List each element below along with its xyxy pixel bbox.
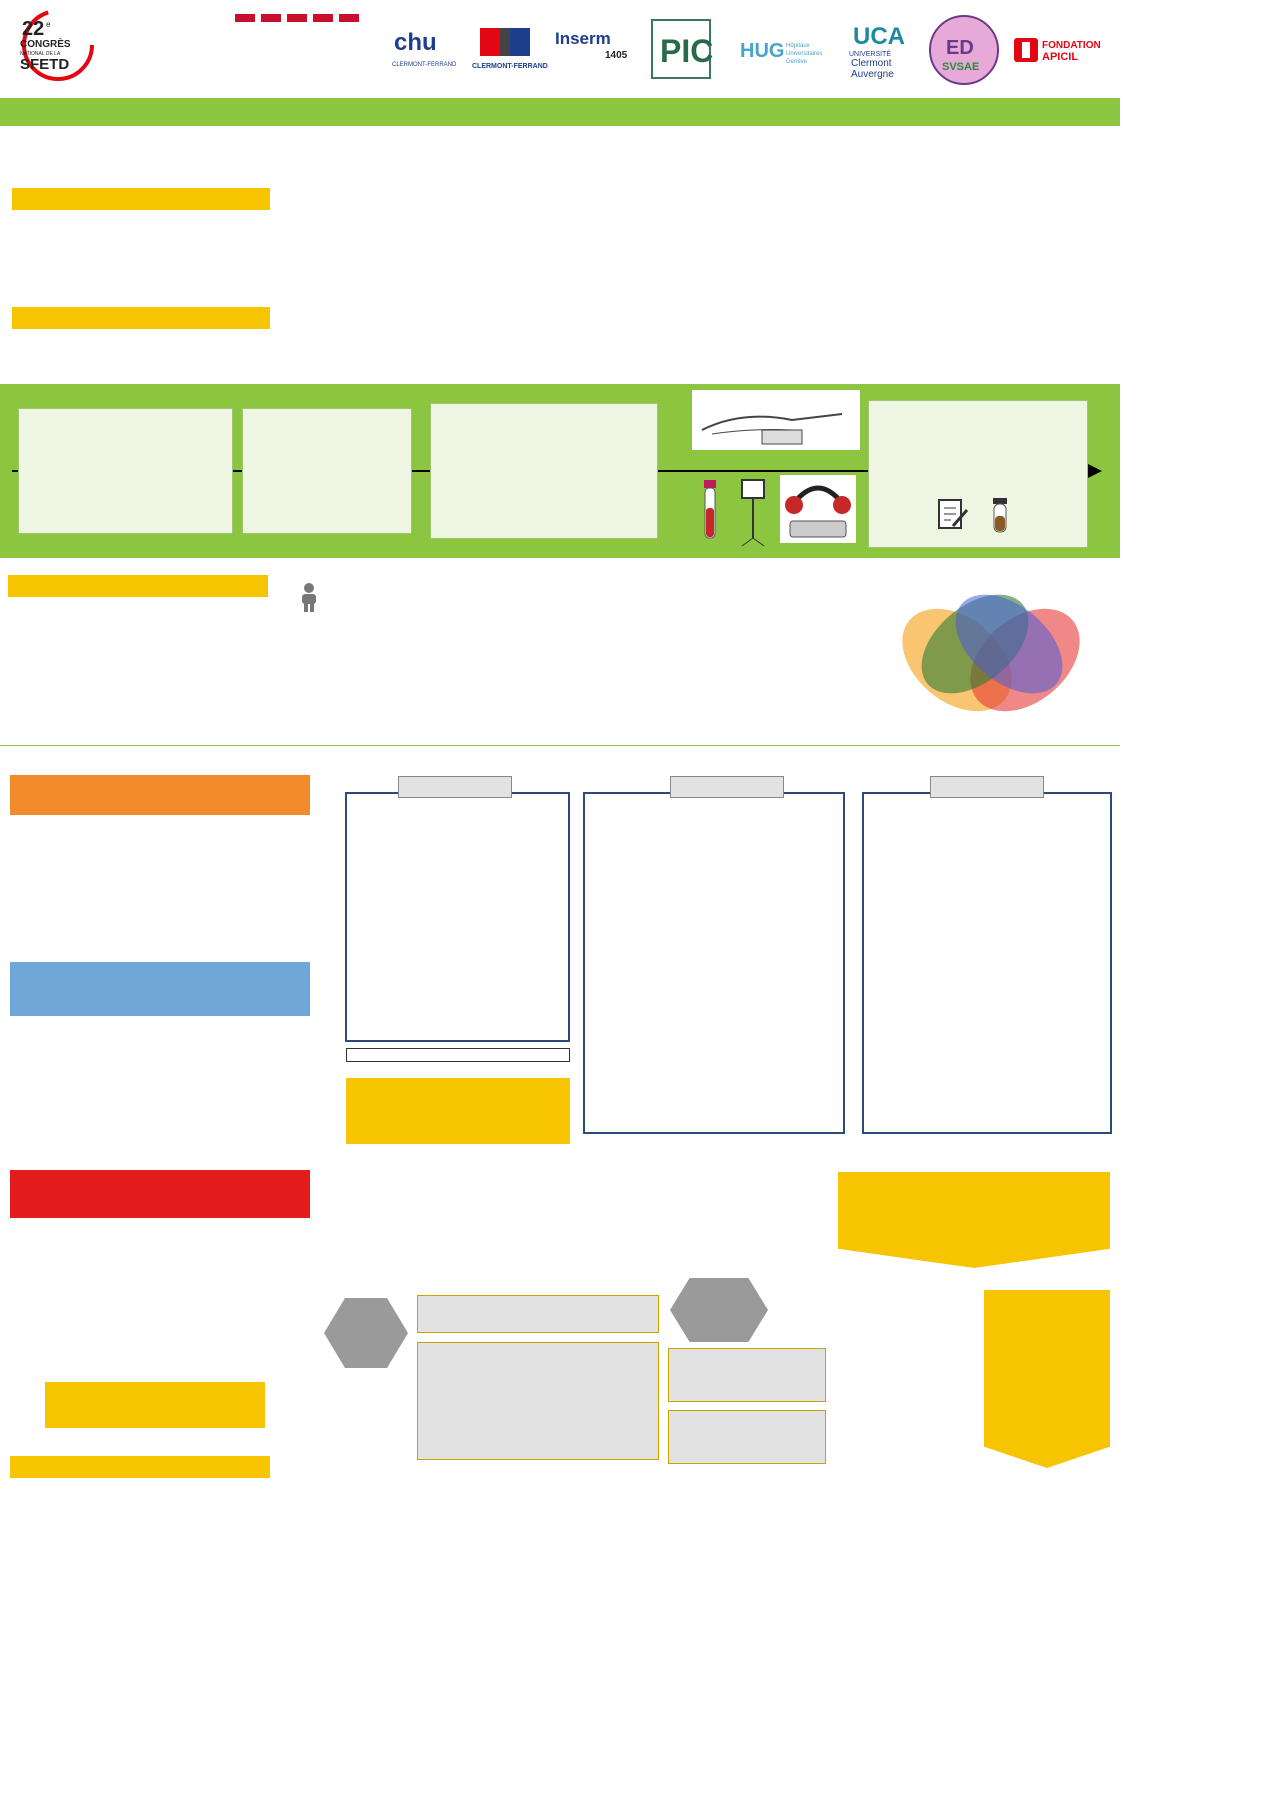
flow-step-measures [430, 403, 658, 539]
nfr-high-box [10, 962, 310, 1016]
etat-chart [347, 798, 568, 906]
svg-text:Genève: Genève [786, 59, 808, 65]
sponsor-strip [235, 14, 365, 22]
svg-text:NATIONAL DE LA: NATIONAL DE LA [20, 51, 61, 57]
gch1-mini-chart [838, 1384, 978, 1470]
qdv-chart [864, 798, 1110, 1132]
pic-logo [650, 18, 712, 80]
light-device-icon [738, 478, 768, 548]
uca-logo [845, 18, 915, 82]
hug-logo [740, 35, 830, 75]
correlations-note [838, 1172, 1110, 1268]
svg-text:UCA: UCA [853, 23, 905, 50]
comt-box [668, 1348, 826, 1402]
flow-step-screening [18, 408, 233, 534]
nfr-present-box [10, 775, 310, 815]
primary-note [45, 1382, 265, 1428]
tendances-box [417, 1342, 659, 1460]
questionnaire-icon [935, 498, 969, 532]
svg-text:CLERMONT-FERRAND: CLERMONT-FERRAND [472, 63, 548, 70]
svg-text:SFETD: SFETD [20, 56, 70, 73]
svg-text:Auvergne: Auvergne [851, 69, 894, 80]
stool-kit-icon [990, 496, 1010, 534]
svg-text:FONDATION: FONDATION [1042, 40, 1101, 51]
congress-logo [8, 5, 108, 85]
svg-text:APICIL: APICIL [1042, 51, 1079, 63]
qdv-tab [930, 776, 1044, 798]
intro-heading [12, 188, 270, 210]
svg-text:CONGRÈS: CONGRÈS [20, 39, 71, 50]
sensibilite-tab [670, 776, 784, 798]
conclusion-heading [10, 1456, 270, 1478]
gch1-box [668, 1410, 826, 1464]
svg-text:Hôpitaux: Hôpitaux [786, 43, 810, 49]
boxplot-nfr-painful [10, 1224, 310, 1374]
title-bar [0, 98, 1120, 126]
svg-text:SVSAE: SVSAE [942, 61, 980, 73]
flow-step-questionnaires [868, 400, 1088, 548]
svg-text:22: 22 [22, 18, 45, 40]
svg-text:ED: ED [946, 37, 974, 59]
svg-text:CLERMONT-FERRAND: CLERMONT-FERRAND [392, 62, 457, 68]
audiometer-icon [780, 475, 856, 543]
haplotypes-hexagon [670, 1278, 768, 1342]
comt-mini-chart [838, 1294, 978, 1380]
nfr-painful-box [10, 1170, 310, 1218]
cic-logo [470, 16, 548, 78]
leg-reflex-illustration [692, 390, 860, 450]
svg-text:chu: chu [394, 29, 437, 56]
svg-text:Inserm: Inserm [555, 29, 611, 48]
snps-hexagon [324, 1298, 408, 1368]
inserm-logo [555, 28, 640, 68]
svg-text:Clermont: Clermont [851, 58, 892, 69]
apicil-logo [1012, 32, 1112, 72]
significance-legend [346, 1048, 570, 1062]
methods-heading [12, 307, 270, 329]
patient-figure-icon [298, 582, 320, 612]
blood-tube-icon [700, 478, 720, 542]
genetics-right-note [984, 1290, 1110, 1468]
etat-tab [398, 776, 512, 798]
ed-svsae-logo [928, 14, 1000, 86]
chu-logo [390, 18, 460, 78]
sommation-chart [347, 908, 568, 1040]
svg-text:PIC: PIC [660, 33, 714, 69]
svg-text:HUG: HUG [740, 40, 785, 62]
flow-arrow-head [1088, 464, 1102, 478]
p2rx7-box [417, 1295, 659, 1333]
flow-step-patients [242, 408, 412, 534]
section-divider [0, 745, 1120, 746]
svg-text:1405: 1405 [605, 50, 628, 61]
venn-diagram [875, 582, 1110, 714]
summary-box [346, 1078, 570, 1144]
sensibilite-chart [585, 798, 843, 1132]
results-heading [8, 575, 268, 597]
boxplot-nfr-present [10, 820, 310, 956]
svg-text:Universitaires: Universitaires [786, 51, 823, 57]
svg-text:e: e [46, 20, 51, 29]
svg-text:UNIVERSITÉ: UNIVERSITÉ [849, 51, 892, 58]
boxplot-nfr-high [10, 1020, 310, 1166]
